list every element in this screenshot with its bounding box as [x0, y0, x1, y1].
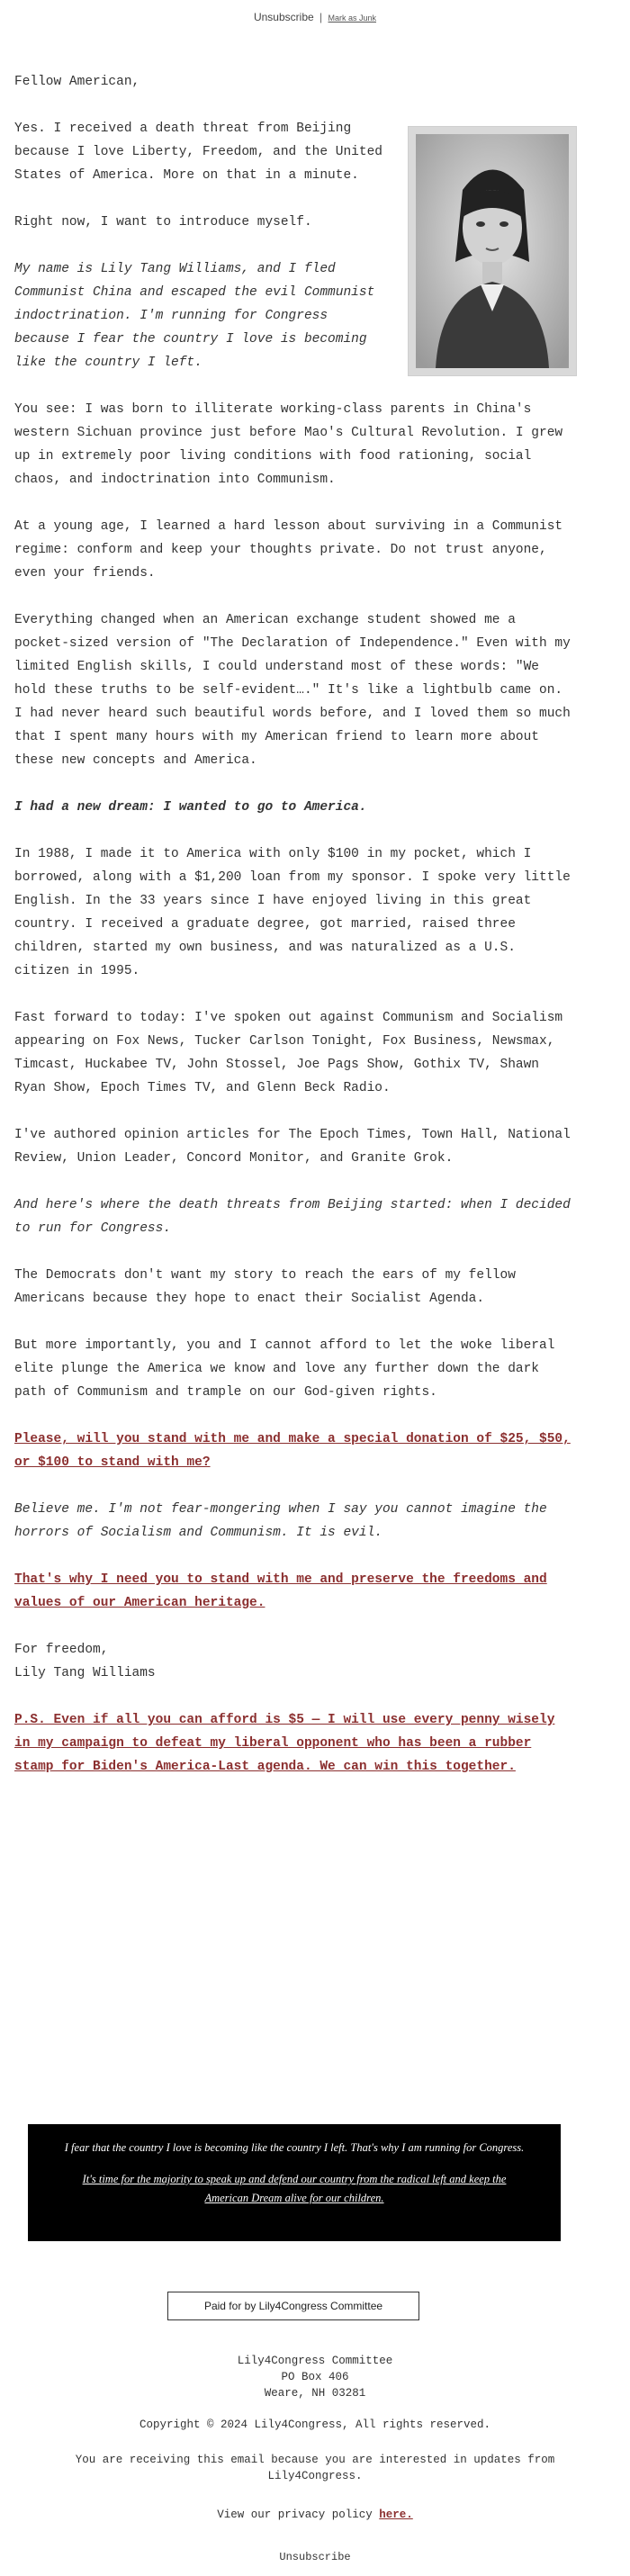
signature: Lily Tang Williams	[14, 1666, 156, 1680]
address-line-1: Lily4Congress Committee	[237, 2355, 393, 2367]
privacy-prefix: View our privacy policy	[217, 2508, 373, 2521]
paragraph-more-importantly: But more importantly, you and I cannot afford to let the woke liberal elite plunge the America we know and love any further down the dark path of Communism and trample on our God-given rights.	[14, 1338, 555, 1400]
privacy-policy-line	[0, 2507, 630, 2523]
paragraph-authored: I've authored opinion articles for The Epoch Times, Town Hall, National Review, Union Leader, Concord Monitor, and Granite Grok.	[14, 1128, 571, 1166]
paragraph-born: You see: I was born to illiterate working-class parents in China's western Sichuan province just before Mao's Cultural Revolution. I grew up in extremely poor living conditions with food rationing, social chaos, and indoctrination into Communism.	[14, 402, 563, 487]
greeting: Fellow American,	[14, 75, 140, 89]
email-header-links	[0, 11, 630, 23]
death-threats-italic: And here's where the death threats from Beijing started: when I decided to run for Congress.	[14, 1198, 571, 1236]
paragraph-cta-preserve	[14, 1568, 577, 1615]
signoff: For freedom,	[14, 1643, 109, 1657]
paragraph-everything-changed: Everything changed when an American exchange student showed me a pocket-sized version of "The Declaration of Independence." Even with my limited English skills, I could understand most of these words: "We hold these truths to be self-evident…." It's like a lightbulb came on. I had never heard such beautiful words before, and I loved them so much that I spent many hours with my American friend to learn more about these new concepts and America.	[14, 613, 571, 768]
paragraph-democrats: The Democrats don't want my story to reach the ears of my fellow Americans because they hope to enact their Socialist Agenda.	[14, 1268, 516, 1306]
quote-running-for-congress: I fear that the country I love is becoming like the country I left. That's why I am running for Congress.	[64, 2141, 525, 2154]
my-name-italic: My name is Lily Tang Williams, and I fled Communist China and escaped the evil Communist indoctrination. I'm running for Congress because I fear the country I love is becoming like the country I left.	[14, 262, 375, 370]
paragraph-death-threat: Yes. I received a death threat from Beijing because I love Liberty, Freedom, and the United States of America. More on that in a minute.	[14, 122, 382, 183]
unsubscribe-link-top[interactable]: Unsubscribe	[253, 11, 314, 23]
subscription-reason: You are receiving this email because you are interested in updates from Lily4Congress.	[75, 2454, 555, 2482]
paragraph-fast-forward: Fast forward to today: I've spoken out against Communism and Socialism appearing on Fox News, Tucker Carlson Tonight, Fox Business, Newsmax, Timcast, Huckabee TV, John Stossel, Joe Pags Show, Gothix TV, Shawn Ryan Show, Epoch Times TV, and Glenn Beck Radio.	[14, 1011, 563, 1095]
privacy-policy-link[interactable]: here.	[379, 2508, 413, 2521]
address-line-3: Weare, NH 03281	[264, 2387, 366, 2400]
donate-link[interactable]: Please, will you stand with me and make a special donation of $25, $50, or $100 to stand with me?	[14, 1432, 571, 1470]
quote-speak-up-link[interactable]: It's time for the majority to speak up and defend our country from the radical left and keep the American Dream alive for our children.	[82, 2173, 507, 2204]
letter-body	[14, 70, 577, 1802]
paragraph-1988: In 1988, I made it to America with only $100 in my pocket, which I borrowed, along with a $1,200 loan from my sponsor. I spoke very little English. In the 33 years since I have enjoyed living in this great country. I received a graduate degree, got married, raised three children, started my own business, and was naturalized as a U.S. citizen in 1995.	[14, 847, 571, 978]
paragraph-ps	[14, 1708, 577, 1779]
preserve-freedoms-link[interactable]: That's why I need you to stand with me and preserve the freedoms and values of our American heritage.	[14, 1572, 547, 1610]
ps-donate-link[interactable]: P.S. Even if all you can afford is $5 — I will use every penny wisely in my campaign to defeat my liberal opponent who has been a rubber stamp for Biden's America-Last agenda. We can win this together.	[14, 1713, 555, 1774]
paid-for-box: Paid for by Lily4Congress Committee	[167, 2292, 419, 2320]
mark-as-junk-link[interactable]: Mark as Junk	[328, 14, 377, 23]
paragraph-believe-me	[14, 1498, 577, 1545]
copyright: Copyright © 2024 Lily4Congress, All rights reserved.	[139, 2418, 491, 2431]
quote-banner	[28, 2124, 561, 2241]
paragraph-hard-lesson: At a young age, I learned a hard lesson about surviving in a Communist regime: conform and keep your thoughts private. Do not trust anyone, even your friends.	[14, 519, 563, 581]
paragraph-death-threats-started	[14, 1193, 577, 1240]
paragraph-cta-donate	[14, 1428, 577, 1474]
candidate-childhood-photo	[408, 126, 577, 376]
unsubscribe-link-bottom[interactable]: Unsubscribe	[279, 2551, 351, 2563]
believe-me-italic: Believe me. I'm not fear-mongering when I say you cannot imagine the horrors of Socialism and Communism. It is evil.	[14, 1502, 547, 1540]
mailing-address	[0, 2353, 630, 2401]
paragraph-new-dream	[14, 796, 577, 819]
header-separator: |	[320, 11, 323, 23]
paragraph-introduce: Right now, I want to introduce myself.	[14, 215, 312, 230]
new-dream-text: I had a new dream: I wanted to go to America.	[14, 800, 367, 815]
address-line-2: PO Box 406	[281, 2371, 349, 2383]
